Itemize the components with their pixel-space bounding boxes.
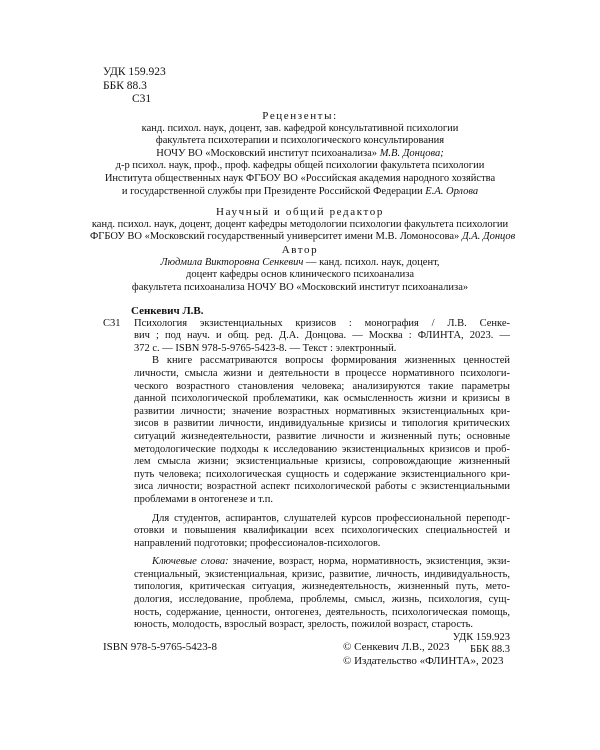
reviewers-line [90, 160, 510, 173]
reviewers-line [90, 135, 510, 148]
author-line-text: — канд. психол. наук, доцент, [303, 256, 440, 268]
editor-line [90, 219, 510, 232]
reviewers-line-text: и государственной службы при Президенте Российской Федерации [121, 185, 426, 197]
keywords-label: Ключевые слова: [152, 556, 229, 568]
keywords-line: стенциальный, экзистенциальная, кризис, развитие, личность, индивидуальность, [134, 568, 510, 580]
text-line: лем смысла жизни; экзистенциальные кризисы, сопровождающие жизненный [134, 456, 510, 468]
text-line: ческого возрастного становления человека; анализируются такие параметры [134, 380, 510, 392]
text-line: данной психологической проблематики, как осмысленность жизни и кризисы в [134, 393, 510, 405]
reviewers-line-text: д-р психол. наук, проф., проф. кафедры общей психологии факультета психологии [115, 160, 485, 172]
reviewers-line-text: канд. психол. наук, доцент, зав. кафедрой консультативной психологии [141, 122, 459, 134]
catalog-card [103, 305, 510, 658]
reviewers-block [90, 110, 510, 198]
text-line: зиса личности; возрастной аспект психологической работы с экзистенциальными [134, 481, 510, 493]
catalog-code: С31 [103, 317, 121, 329]
text-line: путь человека; психологическая сущность и содержание экзистенциального кри- [134, 468, 510, 480]
keywords-line: дология, исследование, проблема, проблемы, смысл, жизнь, психология, сущ- [134, 594, 510, 606]
text-line: Для студентов, аспирантов, слушателей курсов профессиональной переподг- [152, 512, 510, 524]
footer-copyright [343, 640, 503, 668]
keywords-line: типология, критическая ситуация, жизнедеятельность, жизненный путь, мето- [134, 581, 510, 593]
author-line [90, 282, 510, 295]
bbk-code: ББК 88.3 [103, 79, 147, 92]
entry-lines [134, 318, 510, 356]
copyright-publisher: © Издательство «ФЛИНТА», 2023 [343, 655, 504, 667]
keywords-line: юность, молодость, взрослый возраст, зрелость, пожилой возраст, старость. [134, 619, 473, 631]
editor-heading: Научный и общий редактор [216, 206, 384, 218]
text-line: зисов в развитии личности, индивидуальные кризисы и типология критических [134, 418, 510, 430]
author-lines [90, 257, 510, 295]
author-block [90, 244, 510, 294]
text-line: отовки и повышения квалификации всех психологических специальностей и [134, 525, 510, 537]
reviewers-line-text: Института общественных наук ФГБОУ ВО «Российская академия народного хозяйства [104, 172, 496, 184]
author-heading: Автор [281, 244, 319, 256]
editor-line-text: канд. психол. наук, доцент, доцент кафедры методологии психологии факультета психологии [91, 218, 509, 230]
footer-isbn: ISBN 978-5-9765-5423-8 [103, 641, 217, 653]
text-line: Психология экзистенциальных кризисов : монография / Л.В. Сенке- [134, 317, 510, 329]
text-line: В книге рассматриваются вопросы формирования жизненных ценностей [152, 355, 510, 367]
catalog-entry [103, 318, 510, 658]
author-line [90, 257, 510, 270]
reviewers-lines [90, 123, 510, 199]
reviewers-line [90, 123, 510, 136]
reviewers-heading: Рецензенты: [262, 110, 338, 122]
reviewers-line [90, 186, 510, 199]
keywords-text: значение, возраст, норма, нормативность, экзистенция, экзи- [228, 556, 510, 568]
keywords-lines [134, 556, 510, 632]
editor-line [90, 231, 516, 244]
classification-block [103, 66, 166, 107]
text-line: развитии личности; значение возрастных нормативных экзистенциальных кри- [134, 405, 510, 417]
author-line-text: факультета психоанализа НОЧУ ВО «Московский институт психоанализа» [131, 281, 469, 293]
reviewers-line-name: М.В. Донцова; [379, 147, 444, 159]
author-line-text: доцент кафедры основ клинического психоанализа [185, 269, 415, 281]
author-mark: С31 [132, 93, 152, 105]
reviewers-line-name: Е.А. Орлова [425, 185, 479, 197]
reviewers-line-text: факультета психотерапии и психологического консультирования [155, 135, 445, 147]
text-line: направлений подготовки; профессионалов-психологов. [134, 537, 381, 549]
keywords-line: ность, содержание, ценности, онтогенез, деятельность, психологическая помощь, [134, 606, 510, 618]
editor-block [90, 206, 516, 244]
text-line: 372 с. — ISBN 978-5-9765-5423-8. — Текст : электронный. [134, 342, 397, 354]
reviewers-line [90, 148, 510, 161]
reviewers-line-text: НОЧУ ВО «Московский институт психоанализа» [156, 147, 380, 159]
text-line: вич ; под науч. и общ. ред. Д.А. Донцова. — Москва : ФЛИНТА, 2023. — [134, 330, 510, 342]
text-line: проблемами в онтогенезе и т.п. [134, 493, 273, 505]
catalog-bbk: ББК 88.3 [469, 644, 510, 656]
catalog-author: Сенкевич Л.В. [131, 305, 204, 317]
abstract-lines [134, 355, 510, 506]
editor-lines [90, 218, 516, 244]
editor-line-name: Д.А. Донцов [461, 231, 516, 243]
audience-lines [134, 513, 510, 551]
keywords-line [134, 556, 510, 569]
author-line-name: Людмила Викторовна Сенкевич [160, 256, 304, 268]
text-line: ситуаций жизнедеятельности, развитие личности и жизненный путь; основные [134, 430, 510, 442]
text-line: личности, смысла жизни и деятельности в процессе нормативного психологи- [134, 367, 510, 379]
author-line [90, 269, 510, 282]
catalog-udk: УДК 159.923 [452, 631, 510, 643]
udk-code: УДК 159.923 [103, 66, 166, 78]
copyright-author: © Сенкевич Л.В., 2023 [343, 641, 450, 653]
editor-line-text: ФГБОУ ВО «Московский государственный университет имени М.В. Ломоносова» [90, 231, 462, 243]
reviewers-line [90, 173, 510, 186]
text-line: методологические подходы к исследованию экзистенциальных кризисов и проб- [134, 443, 510, 455]
